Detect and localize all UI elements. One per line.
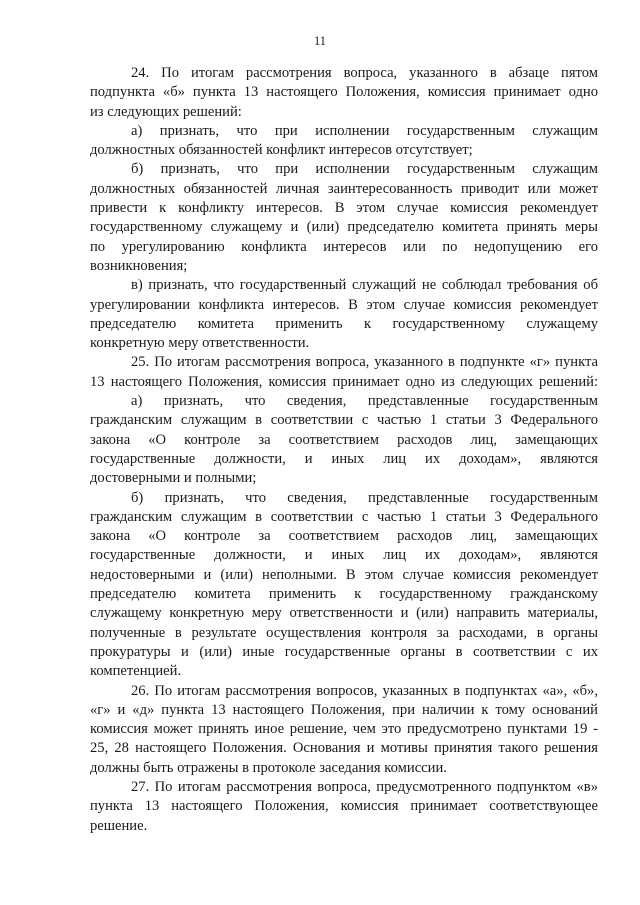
- text-line: гражданским служащим в соответствии с частью 1 статьи 3 Федерального: [90, 412, 598, 429]
- text-line: возникновения;: [90, 257, 188, 274]
- text-line: привести к конфликту интересов. В этом случае комиссия рекомендует: [90, 200, 598, 217]
- text-line: решение.: [90, 817, 148, 834]
- text-line: государственному служащему и (или) председателю комитета принять меры: [90, 219, 598, 236]
- text-line: закона «О контроле за соответствием расходов лиц, замещающих: [90, 528, 598, 545]
- text-line: а) признать, что при исполнении государственным служащим: [131, 122, 598, 139]
- text-line: прокуратуры и (или) иные государственные органы в соответствии с их: [90, 643, 598, 660]
- text-line: государственные должности, и иных лиц их доходам», являются: [90, 450, 598, 467]
- text-line: в) признать, что государственный служащий не соблюдал требования об: [131, 277, 598, 294]
- text-line: по урегулированию конфликта интересов или по недопущению его: [90, 238, 598, 255]
- text-line: 13 настоящего Положения, комиссия принимает одно из следующих решений:: [90, 373, 598, 390]
- text-line: из следующих решений:: [90, 103, 242, 120]
- text-line: председателю комитета применить к государственному служащему: [90, 315, 598, 332]
- text-line: должны быть отражены в протоколе заседания комиссии.: [90, 759, 447, 776]
- text-line: должностных обязанностей конфликт интересов отсутствует;: [90, 142, 473, 159]
- page-number: 11: [313, 34, 327, 48]
- text-line: конкретную меру ответственности.: [90, 335, 310, 352]
- text-line: урегулировании конфликта интересов. В этом случае комиссия рекомендует: [90, 296, 598, 313]
- text-line: недостоверными и (или) неполными. В этом случае комиссия рекомендует: [90, 566, 598, 583]
- text-line: б) признать, что сведения, представленные государственным: [131, 489, 598, 506]
- text-line: 25, 28 настоящего Положения. Основания и мотивы принятия такого решения: [90, 740, 598, 757]
- text-line: комиссия может принять иное решение, чем это предусмотрено пунктами 19 -: [90, 721, 598, 738]
- document-body: [90, 64, 598, 836]
- text-line: 24. По итогам рассмотрения вопроса, указанного в абзаце пятом: [131, 65, 598, 81]
- text-line: «г» и «д» пункта 13 настоящего Положения, при наличии к тому оснований: [90, 701, 598, 718]
- text-line: 26. По итогам рассмотрения вопросов, указанных в подпунктах «а», «б»,: [131, 682, 598, 699]
- text-line: 25. По итогам рассмотрения вопроса, указанного в подпункте «г» пункта: [131, 354, 598, 371]
- text-line: служащему конкретную меру ответственности и (или) направить материалы,: [90, 605, 598, 622]
- text-line: 27. По итогам рассмотрения вопроса, предусмотренного подпунктом «в»: [131, 778, 598, 795]
- text-line: должностных обязанностей личная заинтересованность приводит или может: [90, 180, 598, 197]
- text-line: б) признать, что при исполнении государственным служащим: [131, 161, 598, 178]
- text-line: гражданским служащим в соответствии с частью 1 статьи 3 Федерального: [90, 508, 598, 525]
- text-line: подпункта «б» пункта 13 настоящего Положения, комиссия принимает одно: [90, 84, 598, 101]
- text-line: закона «О контроле за соответствием расходов лиц, замещающих: [90, 431, 598, 448]
- text-line: пункта 13 настоящего Положения, комиссия принимает соответствующее: [90, 798, 598, 815]
- text-line: полученные в результате осуществления контроля за расходами, в органы: [90, 624, 598, 641]
- text-line: председателю комитета применить к государственному гражданскому: [90, 586, 598, 603]
- text-line: а) признать, что сведения, представленные государственным: [131, 393, 598, 410]
- text-line: государственные должности, и иных лиц их доходам», являются: [90, 547, 598, 564]
- text-line: компетенцией.: [90, 663, 182, 680]
- text-line: достоверными и полными;: [90, 470, 257, 487]
